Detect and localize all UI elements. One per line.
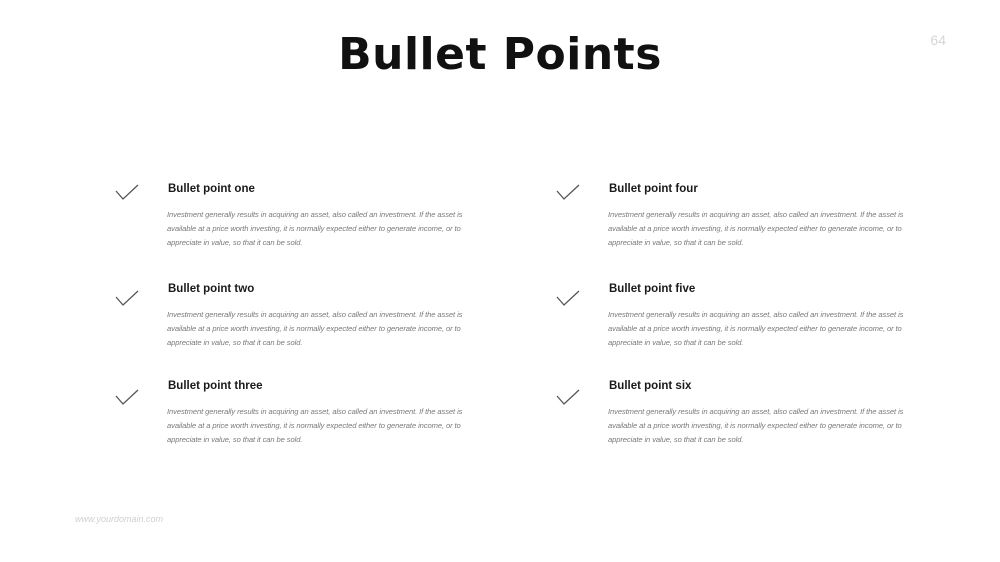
bullet-body: Investment generally results in acquiring an asset, also called an investment. If the asset is available at a price worth investing, it is normally expected either to generate income, or to appreciate in value, so that it can be sold. xyxy=(608,407,904,444)
bullet-body: Investment generally results in acquiring an asset, also called an investment. If the asset is available at a price worth investing, it is normally expected either to generate income, or to appreciate in value, so that it can be sold. xyxy=(608,310,904,347)
bullet-body: Investment generally results in acquiring an asset, also called an investment. If the asset is available at a price worth investing, it is normally expected either to generate income, or to appreciate in value, so that it can be sold. xyxy=(167,407,463,444)
checkmark-icon xyxy=(555,387,581,407)
bullet-heading: Bullet point six xyxy=(609,380,692,392)
bullet-heading: Bullet point three xyxy=(168,380,263,392)
footer-url: www.yourdomain.com xyxy=(75,514,164,524)
bullet-body: Investment generally results in acquiring an asset, also called an investment. If the asset is available at a price worth investing, it is normally expected either to generate income, or to appreciate in value, so that it can be sold. xyxy=(608,210,904,247)
checkmark-icon xyxy=(555,288,581,308)
bullet-heading: Bullet point four xyxy=(609,183,698,195)
checkmark-icon xyxy=(114,387,140,407)
bullet-body: Investment generally results in acquiring an asset, also called an investment. If the asset is available at a price worth investing, it is normally expected either to generate income, or to appreciate in value, so that it can be sold. xyxy=(167,210,463,247)
bullet-heading: Bullet point five xyxy=(609,283,696,295)
checkmark-icon xyxy=(114,182,140,202)
checkmark-icon xyxy=(114,288,140,308)
bullet-heading: Bullet point two xyxy=(168,283,255,295)
bullet-heading: Bullet point one xyxy=(168,183,255,195)
page-number: 64 xyxy=(930,32,946,48)
checkmark-icon xyxy=(555,182,581,202)
slide-title: Bullet Points xyxy=(338,29,662,80)
bullet-body: Investment generally results in acquiring an asset, also called an investment. If the asset is available at a price worth investing, it is normally expected either to generate income, or to appreciate in value, so that it can be sold. xyxy=(167,310,463,347)
